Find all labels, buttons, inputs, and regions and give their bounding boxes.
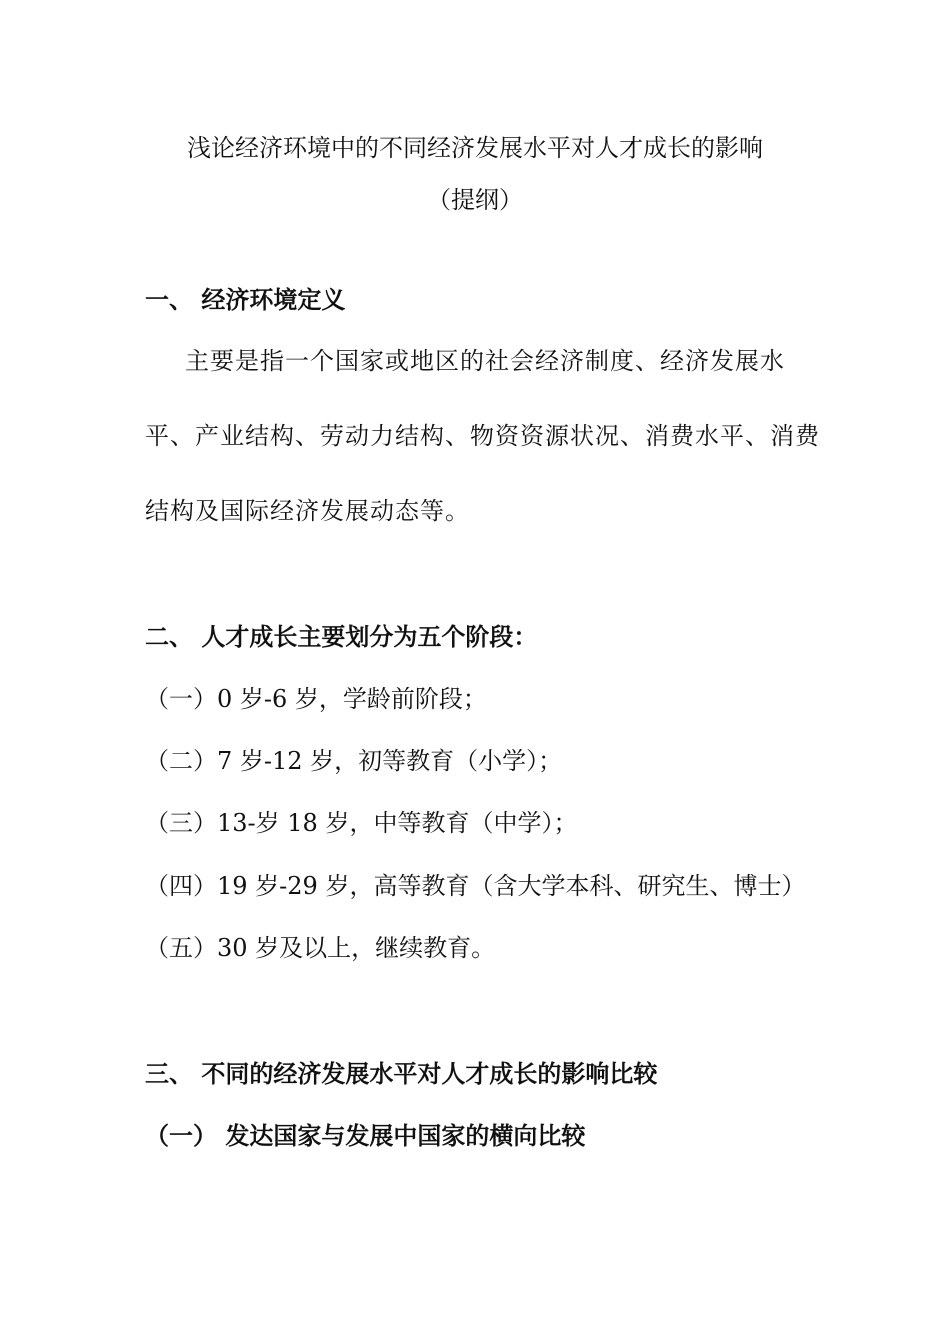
document-title: 浅论经济环境中的不同经济发展水平对人才成长的影响 [187,134,763,162]
section-1-heading: 一、 经济环境定义 [145,286,346,314]
section-1-paragraph-line-3: 结构及国际经济发展动态等。 [145,497,470,525]
document-subtitle: （提纲） [427,186,523,214]
stage-item-1: （一）0 岁-6 岁，学龄前阶段； [145,685,487,713]
stage-item-4: （四）19 岁-29 岁，高等教育（含大学本科、研究生、博士） [145,872,806,900]
stage-item-2: （二）7 岁-12 岁，初等教育（小学）； [145,747,563,775]
section-2-heading: 二、 人才成长主要划分为五个阶段： [145,623,538,651]
stage-item-5: （五）30 岁及以上，继续教育。 [145,934,496,962]
section-1-paragraph-line-2: 平、产业结构、劳动力结构、物资资源状况、消费水平、消费 [145,422,820,450]
section-3-heading: 三、 不同的经济发展水平对人才成长的影响比较 [145,1060,658,1088]
section-1-paragraph-line-1: 主要是指一个国家或地区的社会经济制度、经济发展水 [185,347,785,375]
section-3-subheading: （一） 发达国家与发展中国家的横向比较 [145,1122,586,1150]
stage-item-3: （三）13-岁 18 岁，中等教育（中学）； [145,809,578,837]
